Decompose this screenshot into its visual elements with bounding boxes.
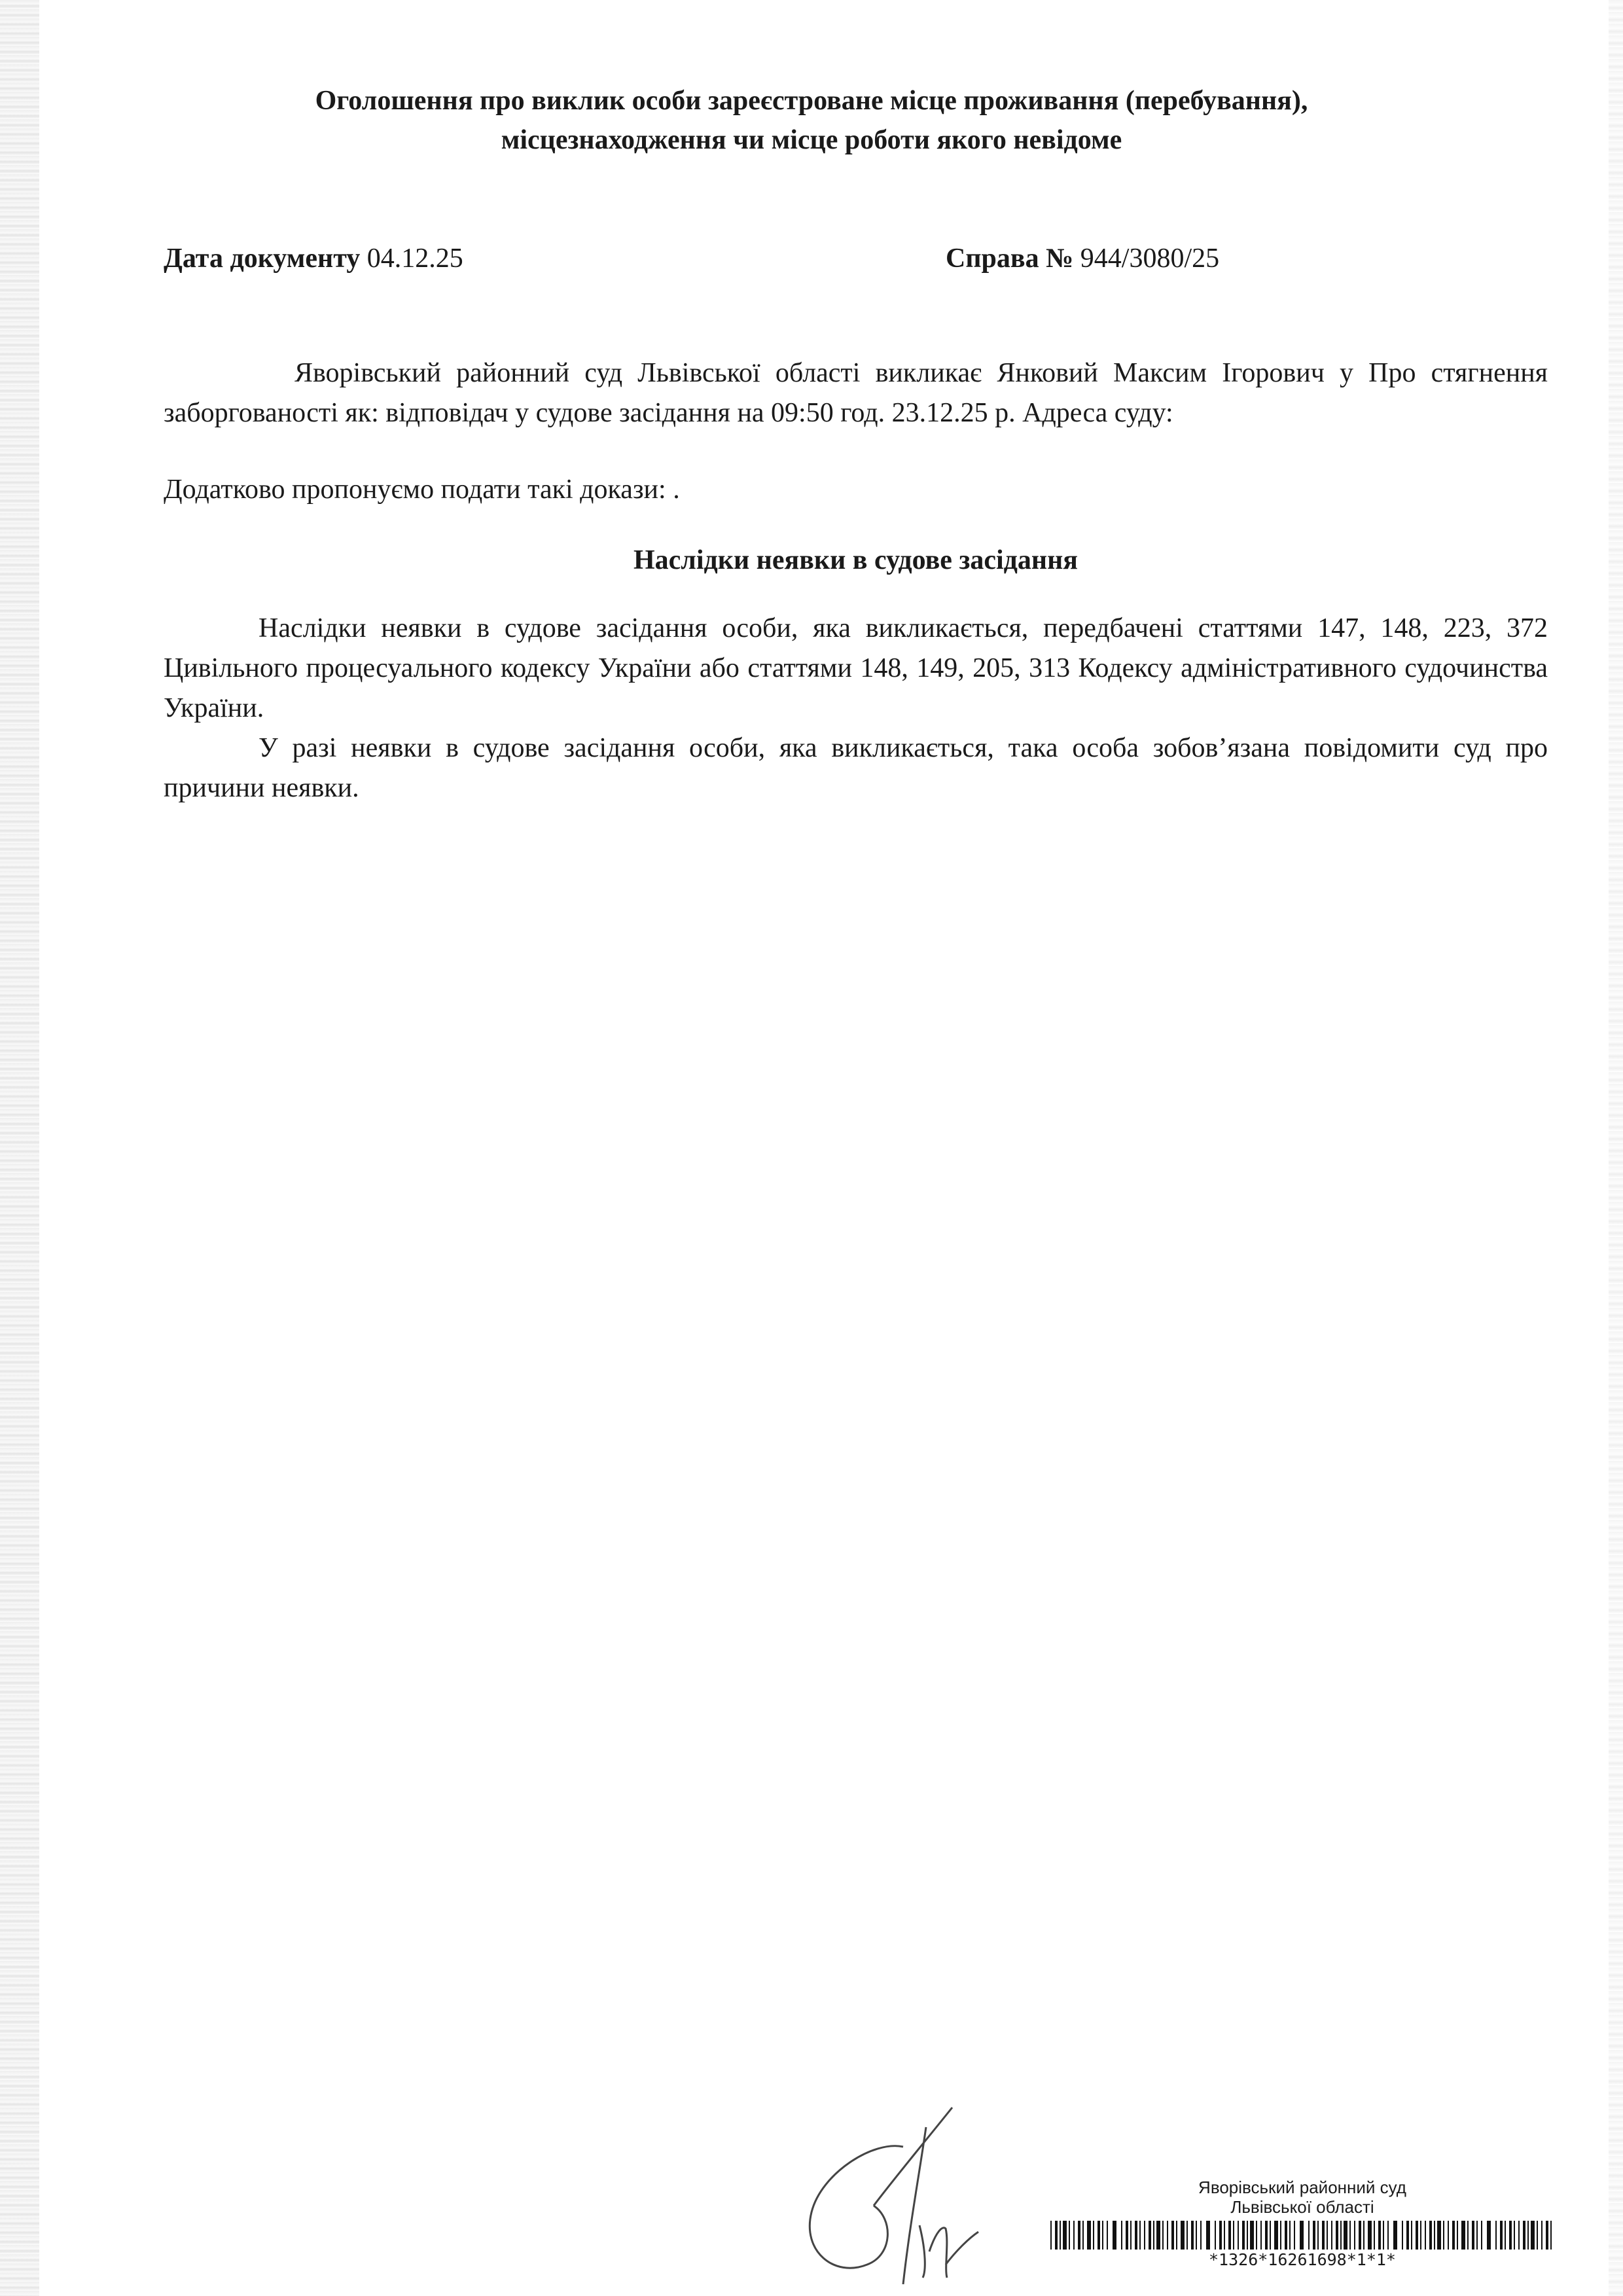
barcode-bar [1518, 2221, 1520, 2250]
date-value: 04.12.25 [366, 243, 463, 274]
barcode-bar [1322, 2221, 1325, 2250]
barcode-bar [1270, 2221, 1271, 2250]
barcode-bar [1349, 2221, 1351, 2250]
barcode-bar [1087, 2221, 1091, 2250]
barcode-bar [1467, 2221, 1469, 2250]
barcode-bar [1531, 2221, 1535, 2250]
court-stamp-line-2: Львівської області [1230, 2197, 1374, 2217]
barcode-text: *1326*16261698*1*1* [1209, 2250, 1396, 2269]
barcode-bar [1402, 2221, 1403, 2250]
barcode-bar [1461, 2221, 1465, 2250]
barcode-bar [1250, 2221, 1254, 2250]
barcode-bar [1425, 2221, 1426, 2250]
barcode-bar [1495, 2221, 1497, 2250]
barcode-bar [1527, 2221, 1529, 2250]
barcode-bar [1102, 2221, 1103, 2250]
barcode-bar [1289, 2221, 1291, 2250]
title-line-1: Оголошення про виклик особи зареєстроване місце проживання (перебування), [315, 86, 1308, 116]
case-value: 944/3080/25 [1080, 243, 1220, 274]
barcode-bar [1383, 2221, 1384, 2250]
barcode-bar [1247, 2221, 1248, 2250]
barcode-bar [1476, 2221, 1478, 2250]
document-title [164, 81, 1459, 160]
court-stamp-line-1: Яворівський районний суд [1198, 2178, 1406, 2197]
date-label: Дата документу [164, 243, 361, 274]
barcode-bar [1130, 2221, 1132, 2250]
barcode-bar [1359, 2221, 1361, 2250]
consequences-paragraph: Наслідки неявки в судове засідання особи, яка викликається, передбачені статтями 147, 148, 223, 372 Цивільного процесуального кодексу України або статтями 148, 149, 205, 313 Кодексу адміністративного судочинства України. [164, 613, 1548, 723]
barcode-bar [1228, 2221, 1231, 2250]
barcode-bar [1107, 2221, 1108, 2250]
notice-paragraph: У разі неявки в судове засідання особи, яка викликається, така особа зобов’язана повідомити суд про причини неявки. [164, 733, 1548, 803]
barcode-bar [1443, 2221, 1444, 2250]
case-number [946, 239, 1219, 278]
evidence-paragraph: Додатково пропонуємо подати такі докази: . [164, 475, 680, 505]
barcode-bar [1144, 2221, 1145, 2250]
barcode-bar [1537, 2221, 1538, 2250]
barcode [1050, 2221, 1554, 2250]
barcode-bar [1514, 2221, 1515, 2250]
barcode-bar [1481, 2221, 1482, 2250]
barcode-bar [1344, 2221, 1347, 2250]
barcode-bar [1215, 2221, 1216, 2250]
barcode-bar [1340, 2221, 1342, 2250]
barcode-bar [1135, 2221, 1137, 2250]
barcode-bar [1472, 2221, 1474, 2250]
barcode-bar [1200, 2221, 1202, 2250]
barcode-bar [1509, 2221, 1512, 2250]
barcode-bar [1505, 2221, 1506, 2250]
barcode-bar [1153, 2221, 1154, 2250]
barcode-bar [1265, 2221, 1268, 2250]
scan-edge-right [1609, 0, 1623, 2296]
barcode-bar [1113, 2221, 1116, 2250]
barcode-bar [1219, 2221, 1222, 2250]
barcode-bar [1550, 2221, 1552, 2250]
barcode-bar [1238, 2221, 1239, 2250]
barcode-bar [1378, 2221, 1381, 2250]
barcode-bar [1093, 2221, 1094, 2250]
barcode-bar [1242, 2221, 1245, 2250]
handwritten-signature [795, 2101, 1005, 2291]
barcode-bar [1167, 2221, 1168, 2250]
barcode-bar [1541, 2221, 1543, 2250]
barcode-bar [1429, 2221, 1432, 2250]
scan-edge-left [0, 0, 39, 2296]
barcode-bar [1069, 2221, 1070, 2250]
barcode-bar [1139, 2221, 1141, 2250]
barcode-bar [1452, 2221, 1455, 2250]
barcode-bar [1126, 2221, 1128, 2250]
barcode-bar [1434, 2221, 1435, 2250]
barcode-bar [1523, 2221, 1525, 2250]
barcode-bar [1437, 2221, 1441, 2250]
barcode-bar [1327, 2221, 1328, 2250]
barcode-bar [1078, 2221, 1080, 2250]
barcode-bar [1317, 2221, 1319, 2250]
document-date [164, 239, 463, 278]
barcode-bar [1260, 2221, 1262, 2250]
barcode-bar [1176, 2221, 1177, 2250]
barcode-bar [1393, 2221, 1397, 2250]
barcode-bar [1073, 2221, 1075, 2250]
barcode-bar [1149, 2221, 1151, 2250]
barcode-bar [1206, 2221, 1210, 2250]
barcode-bar [1331, 2221, 1332, 2250]
summons-paragraph: Яворівський районний суд Львівської області викликає Янковий Максим Ігорович у Про стягнення заборгованості як: відповідач у судове засідання на 09:50 год. 23.12.25 р. Адреса суду: [164, 358, 1548, 428]
barcode-bar [1416, 2221, 1418, 2250]
barcode-bar [1457, 2221, 1458, 2250]
barcode-bar [1224, 2221, 1225, 2250]
barcode-bar [1285, 2221, 1287, 2250]
barcode-bar [1411, 2221, 1412, 2250]
barcode-bar [1191, 2221, 1194, 2250]
barcode-bar [1181, 2221, 1185, 2250]
barcode-bar [1546, 2221, 1548, 2250]
barcode-bar [1368, 2221, 1372, 2250]
barcode-bar [1082, 2221, 1084, 2250]
barcode-bar [1156, 2221, 1160, 2250]
barcode-bar [1387, 2221, 1389, 2250]
barcode-bar [1186, 2221, 1188, 2250]
case-label: Справа № [946, 243, 1074, 274]
barcode-bar [1313, 2221, 1315, 2250]
barcode-bar [1274, 2221, 1278, 2250]
barcode-bar [1162, 2221, 1164, 2250]
barcode-bar [1171, 2221, 1174, 2250]
barcode-bar [1308, 2221, 1310, 2250]
barcode-bar [1063, 2221, 1067, 2250]
barcode-bar [1448, 2221, 1449, 2250]
barcode-bar [1336, 2221, 1338, 2250]
barcode-bar [1097, 2221, 1100, 2250]
barcode-bar [1121, 2221, 1122, 2250]
barcode-bar [1374, 2221, 1375, 2250]
barcode-bar [1055, 2221, 1058, 2250]
barcode-bar [1294, 2221, 1295, 2250]
barcode-bar [1060, 2221, 1061, 2250]
title-line-2: місцезнаходження чи місце роботи якого невідоме [501, 125, 1122, 155]
barcode-bar [1280, 2221, 1281, 2250]
barcode-bar [1406, 2221, 1409, 2250]
barcode-bar [1233, 2221, 1234, 2250]
barcode-bar [1256, 2221, 1257, 2250]
barcode-bar [1420, 2221, 1421, 2250]
barcode-bar [1050, 2221, 1052, 2250]
barcode-bar [1500, 2221, 1503, 2250]
barcode-bar [1354, 2221, 1355, 2250]
barcode-bar [1300, 2221, 1304, 2250]
barcode-bar [1363, 2221, 1364, 2250]
consequences-heading: Наслідки неявки в судове засідання [633, 545, 1079, 575]
barcode-bar [1196, 2221, 1197, 2250]
barcode-bar [1487, 2221, 1491, 2250]
